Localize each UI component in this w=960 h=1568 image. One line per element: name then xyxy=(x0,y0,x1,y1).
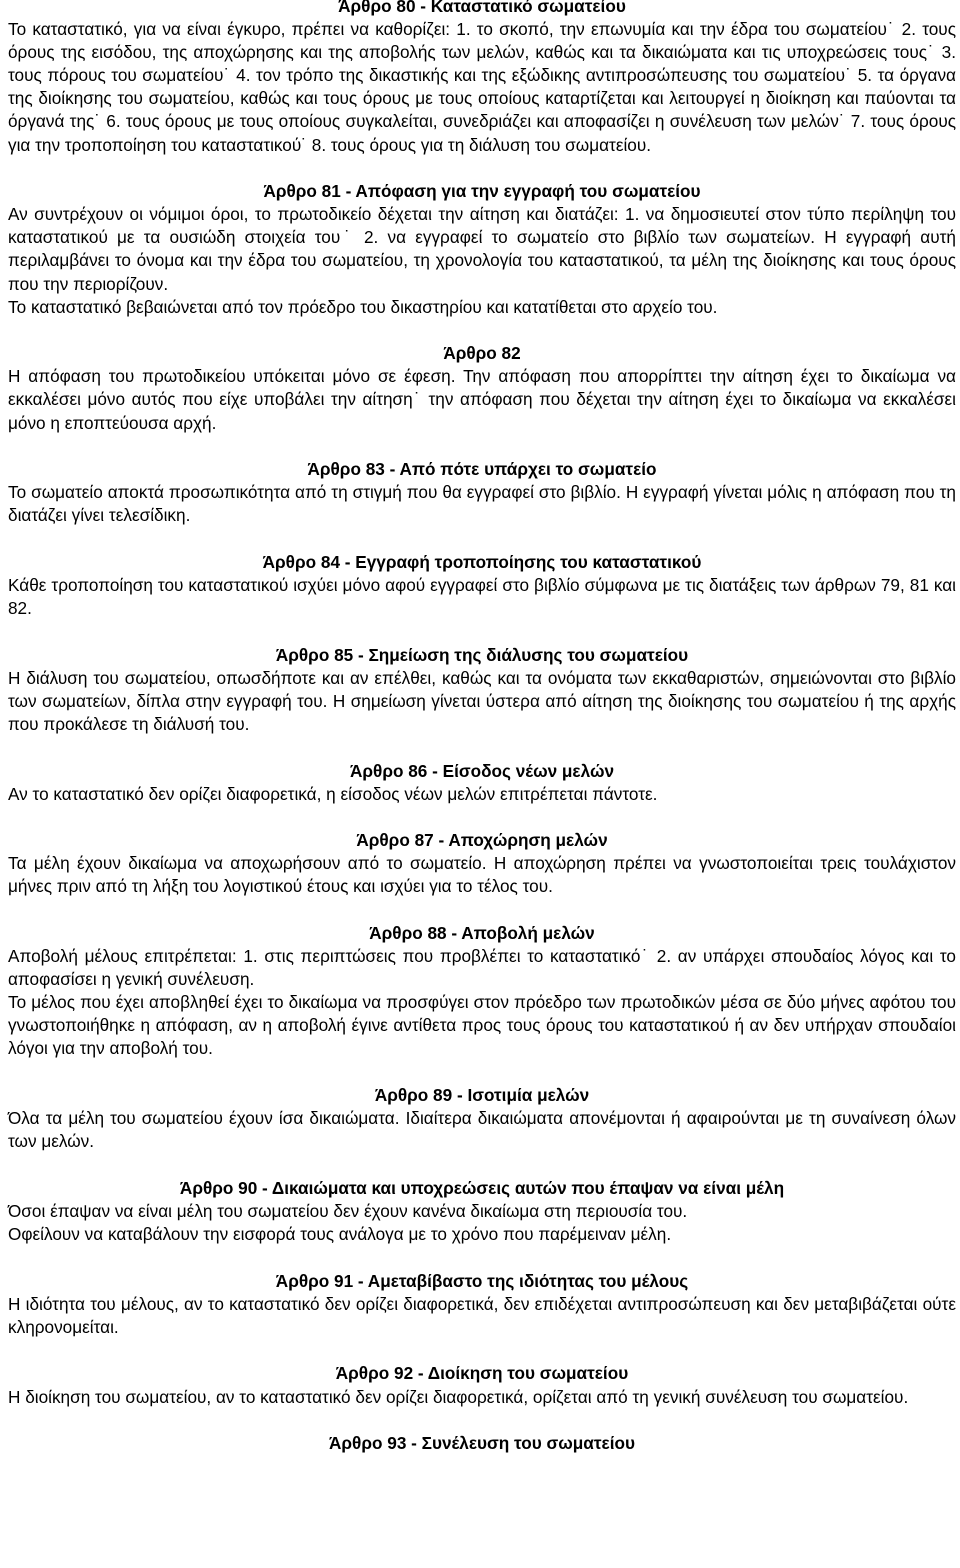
article-paragraph: Τα μέλη έχουν δικαίωμα να αποχωρήσουν από το σωματείο. Η αποχώρηση πρέπει να γνωστοποιείται τρεις τουλάχιστον μήνες πριν από τη λήξη του λογιστικού έτους και ισχύει για το τέλος του. xyxy=(8,853,956,897)
article-title: Άρθρο 90 - Δικαιώματα και υποχρεώσεις αυτών που έπαψαν να είναι μέλη xyxy=(179,1177,785,1198)
article-90 xyxy=(8,1177,956,1246)
article-paragraph: Η ιδιότητα του μέλους, αν το καταστατικό δεν ορίζει διαφορετικά, δεν επιδέχεται αντιπροσώπευση και δεν μεταβιβάζεται ούτε κληρονομείται. xyxy=(8,1293,956,1337)
article-paragraph: Αν το καταστατικό δεν ορίζει διαφορετικά, η είσοδος νέων μελών επιτρέπεται πάντοτε. xyxy=(8,783,658,804)
article-84 xyxy=(8,551,956,620)
article-title: Άρθρο 86 - Είσοδος νέων μελών xyxy=(349,760,615,781)
article-92 xyxy=(8,1362,956,1408)
article-86 xyxy=(8,760,956,806)
article-paragraph: Το σωματείο αποκτά προσωπικότητα από τη στιγμή που θα εγγραφεί στο βιβλίο. Η εγγραφή γίνεται μόλις η απόφαση που τη διατάζει γίνει τελεσίδικη. xyxy=(8,482,956,526)
article-title: Άρθρο 93 - Συνέλευση του σωματείου xyxy=(329,1433,635,1454)
article-paragraph: Αν συντρέχουν οι νόμιμοι όροι, το πρωτοδικείο δέχεται την αίτηση και διατάζει: 1. να δημοσιευτεί στον τύπο περίληψη του καταστατικού με τα ουσιώδη στοιχεία του˙ 2. να εγγραφεί το σωματείο στο βιβλίο των σωματείων. Η εγγραφή αυτή περιλαμβάνει το όνομα και την έδρα του σωματείου, τη χρονολογία του καταστατικού, τα μέλη της διοίκησης και τους όρους που την περιορίζουν. xyxy=(8,204,956,294)
article-title: Άρθρο 87 - Αποχώρηση μελών xyxy=(356,830,608,851)
article-title: Άρθρο 83 - Από πότε υπάρχει το σωματείο xyxy=(307,459,657,480)
article-88 xyxy=(8,922,956,1061)
article-paragraph: Αποβολή μέλους επιτρέπεται: 1. στις περιπτώσεις που προβλέπει το καταστατικό˙ 2. αν υπάρχει σπουδαίος λόγος και το αποφασίσει η γενική συνέλευση. xyxy=(8,946,956,990)
article-paragraph: Η διάλυση του σωματείου, οπωσδήποτε και αν επέλθει, καθώς και τα ονόματα των εκκαθαριστών, σημειώνονται στο βιβλίο των σωματείων, δίπλα στην εγγραφή του. Η σημείωση γίνεται ύστερα από αίτηση της διοίκησης του σωματείου ή της αρχής που προκάλεσε τη διάλυσή του. xyxy=(8,667,956,734)
article-paragraph: Το καταστατικό, για να είναι έγκυρο, πρέπει να καθορίζει: 1. το σκοπό, την επωνυμία και την έδρα του σωματείου˙ 2. τους όρους της εισόδου, της αποχώρησης και της αποβολής των μελών, καθώς και τα δικαιώματα και τις υποχρεώσεις τους˙ 3. τους πόρους του σωματείου˙ 4. τον τρόπο της δικαστικής και της εξώδικης αντιπροσώπευσης του σωματείου˙ 5. τα όργανα της διοίκησης του σωματείου, καθώς και τους όρους με τους οποίους καταρτίζεται και λειτουργεί η διοίκηση και παύονται τα όργανά της˙ 6. τους όρους με τους οποίους συγκαλείται, συνεδριάζει και αποφασίζει η συνέλευση των μελών˙ 7. τους όρους για την τροποποίηση του καταστατικού˙ 8. τους όρους για τη διάλυση του σωματείου. xyxy=(8,19,956,155)
article-paragraph: Όλα τα μέλη του σωματείου έχουν ίσα δικαιώματα. Ιδιαίτερα δικαιώματα απονέμονται ή αφαιρούνται με τη συναίνεση όλων των μελών. xyxy=(8,1108,956,1152)
article-93 xyxy=(8,1432,956,1455)
article-title: Άρθρο 80 - Καταστατικό σωματείου xyxy=(338,0,626,16)
article-title: Άρθρο 89 - Ισοτιμία μελών xyxy=(374,1085,590,1106)
article-87 xyxy=(8,829,956,898)
article-85 xyxy=(8,644,956,736)
article-paragraph: Κάθε τροποποίηση του καταστατικού ισχύει μόνο αφού εγγραφεί στο βιβλίο σύμφωνα με τις διατάξεις των άρθρων 79, 81 και 82. xyxy=(8,574,956,619)
article-title: Άρθρο 81 - Απόφαση για την εγγραφή του σωματείου xyxy=(263,181,701,202)
article-81 xyxy=(8,180,956,319)
article-paragraph: Το καταστατικό βεβαιώνεται από τον πρόεδρο του δικαστηρίου και κατατίθεται στο αρχείο του. xyxy=(8,296,718,317)
article-91 xyxy=(8,1270,956,1339)
article-title: Άρθρο 82 xyxy=(443,343,521,364)
article-paragraph: Όσοι έπαψαν να είναι μέλη του σωματείου δεν έχουν κανένα δικαίωμα στη περιουσία του. xyxy=(8,1200,688,1221)
article-paragraph: Το μέλος που έχει αποβληθεί έχει το δικαίωμα να προσφύγει στον πρόεδρο των πρωτοδικών μέσα σε δύο μήνες αφότου του γνωστοποιήθηκε η απόφαση, αν η αποβολή έγινε αντίθετα προς τους όρους του καταστατικού ή αν δεν υπήρχαν σπουδαίοι λόγοι για την αποβολή του. xyxy=(8,992,956,1059)
article-83 xyxy=(8,458,956,527)
article-title: Άρθρο 92 - Διοίκηση του σωματείου xyxy=(335,1363,629,1384)
article-80 xyxy=(8,0,956,157)
article-title: Άρθρο 85 - Σημείωση της διάλυσης του σωματείου xyxy=(275,644,689,665)
article-paragraph: Η απόφαση του πρωτοδικείου υπόκειται μόνο σε έφεση. Την απόφαση που απορρίπτει την αίτηση έχει το δικαίωμα να εκκαλέσει μόνο αυτός που είχε υποβάλει την αίτηση˙ την απόφαση που δέχεται την αίτηση έχει το δικαίωμα να εκκαλέσει μόνο η εποπτεύουσα αρχή. xyxy=(8,366,956,433)
article-title: Άρθρο 88 - Αποβολή μελών xyxy=(369,923,595,943)
article-paragraph: Η διοίκηση του σωματείου, αν το καταστατικό δεν ορίζει διαφορετικά, ορίζεται από τη γενική συνέλευση του σωματείου. xyxy=(8,1386,909,1407)
article-title: Άρθρο 84 - Εγγραφή τροποποίησης του καταστατικού xyxy=(262,551,702,572)
article-paragraph: Οφείλουν να καταβάλουν την εισφορά τους ανάλογα με το χρόνο που παρέμειναν μέλη. xyxy=(8,1224,672,1245)
article-89 xyxy=(8,1084,956,1153)
article-title: Άρθρο 91 - Αμεταβίβαστο της ιδιότητας του μέλους xyxy=(275,1270,689,1291)
article-82 xyxy=(8,342,956,434)
